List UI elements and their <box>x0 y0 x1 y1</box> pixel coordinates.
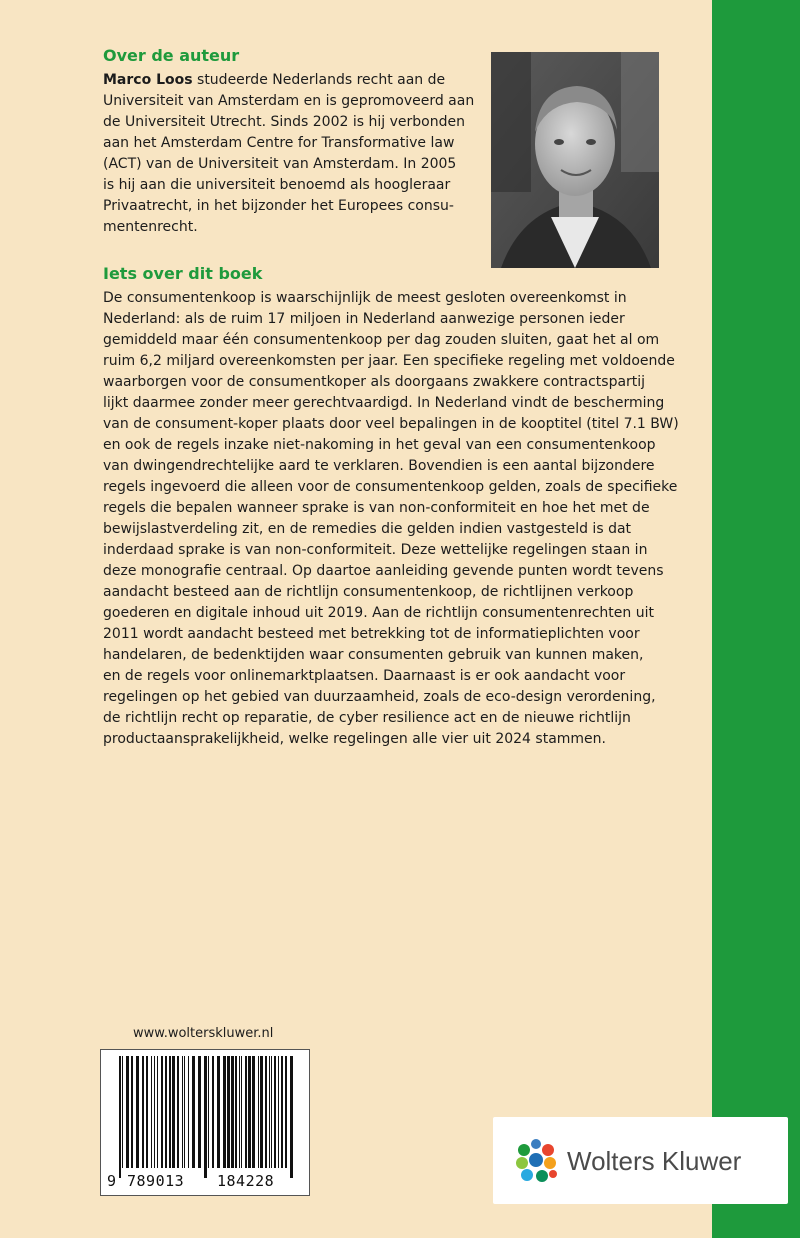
isbn-left-group: 789013 <box>127 1172 185 1190</box>
author-photo <box>491 52 659 268</box>
book-description-line: 2011 wordt aandacht besteed met betrekking tot de informatieplichten voor <box>103 626 640 642</box>
author-bio-line: (ACT) van de Universiteit van Amsterdam. In 2005 <box>103 156 457 172</box>
wolters-kluwer-globe-icon <box>512 1136 560 1184</box>
isbn-lead-digit: 9 <box>107 1172 117 1190</box>
book-description-line: De consumentenkoop is waarschijnlijk de meest gesloten overeenkomst in <box>103 290 627 306</box>
book-description-line: de richtlijn recht op reparatie, de cyber resilience act en de nieuwe richtlijn <box>103 710 631 726</box>
book-description-line: goederen en digitale inhoud uit 2019. Aan de richtlijn consumentenrechten uit <box>103 605 654 621</box>
author-portrait-image <box>491 52 659 268</box>
book-description-line: inderdaad sprake is van non-conformiteit. Deze wettelijke regelingen staan in <box>103 542 648 558</box>
author-bio-line <box>103 70 474 91</box>
author-bio-line: mentenrecht. <box>103 219 198 235</box>
book-description-line: regels die bepalen wanneer sprake is van non-conformiteit en hoe het met de <box>103 500 650 516</box>
book-description-line: van dwingendrechtelijke aard te verklaren. Bovendien is een aantal bijzondere <box>103 458 655 474</box>
book-description-line: productaansprakelijkheid, welke regelingen alle vier uit 2024 stammen. <box>103 731 606 747</box>
author-bio-line: aan het Amsterdam Centre for Transformative law <box>103 135 455 151</box>
green-spine-bar <box>712 0 800 1238</box>
isbn-right-group: 184228 <box>217 1172 275 1190</box>
book-description-line: lijkt daarmee zonder meer gerechtvaardigd. In Nederland vindt de bescherming <box>103 395 665 411</box>
book-heading: Iets over dit boek <box>103 264 263 283</box>
book-description-line: deze monografie centraal. Op daartoe aanleiding gevende punten wordt tevens <box>103 563 664 579</box>
book-description-line: bewijslastverdeling zit, en de remedies die gelden indien vastgesteld is dat <box>103 521 632 537</box>
publisher-logo-text: Wolters Kluwer <box>567 1146 742 1176</box>
book-description-line: regels ingevoerd die alleen voor de consumentenkoop gelden, zoals de specifieke <box>103 479 678 495</box>
author-bio <box>103 70 474 238</box>
book-description-line: en ook de regels inzake niet-nakoming in het geval van een consumentenkoop <box>103 437 656 453</box>
book-description-line: ruim 6,2 miljard overeenkomsten per jaar. Een specifieke regeling met voldoende <box>103 353 675 369</box>
book-description-line: gemiddeld maar één consumentenkoop per dag zouden sluiten, gaat het al om <box>103 332 660 348</box>
isbn-barcode <box>100 1049 310 1196</box>
author-heading: Over de auteur <box>103 46 240 65</box>
publisher-website: www.wolterskluwer.nl <box>133 1026 274 1041</box>
author-name: Marco Loos <box>103 72 193 88</box>
publisher-logo <box>493 1117 788 1204</box>
book-description <box>103 288 679 750</box>
book-description-line: aandacht besteed aan de richtlijn consumentenkoop, de richtlijnen verkoop <box>103 584 634 600</box>
book-description-line: Nederland: als de ruim 17 miljoen in Nederland aanwezige personen ieder <box>103 311 625 327</box>
book-description-line: regelingen op het gebied van duurzaamheid, zoals de eco-design verordening, <box>103 689 656 705</box>
book-description-line: van de consument-koper plaats door veel bepalingen in de kooptitel (titel 7.1 BW) <box>103 416 679 432</box>
author-bio-line-text: studeerde Nederlands recht aan de <box>192 72 446 88</box>
book-description-line: waarborgen voor de consumentkoper als doorgaans zwakkere contractspartij <box>103 374 646 390</box>
author-bio-line: de Universiteit Utrecht. Sinds 2002 is hij verbonden <box>103 114 465 130</box>
author-bio-line: Privaatrecht, in het bijzonder het Europees consu- <box>103 198 454 214</box>
author-bio-line: Universiteit van Amsterdam en is gepromoveerd aan <box>103 93 475 109</box>
book-description-line: en de regels voor onlinemarktplaatsen. Daarnaast is er ook aandacht voor <box>103 668 626 684</box>
author-bio-line: is hij aan die universiteit benoemd als hoogleraar <box>103 177 451 193</box>
book-description-line: handelaren, de bedenktijden waar consumenten gebruik van kunnen maken, <box>103 647 644 663</box>
